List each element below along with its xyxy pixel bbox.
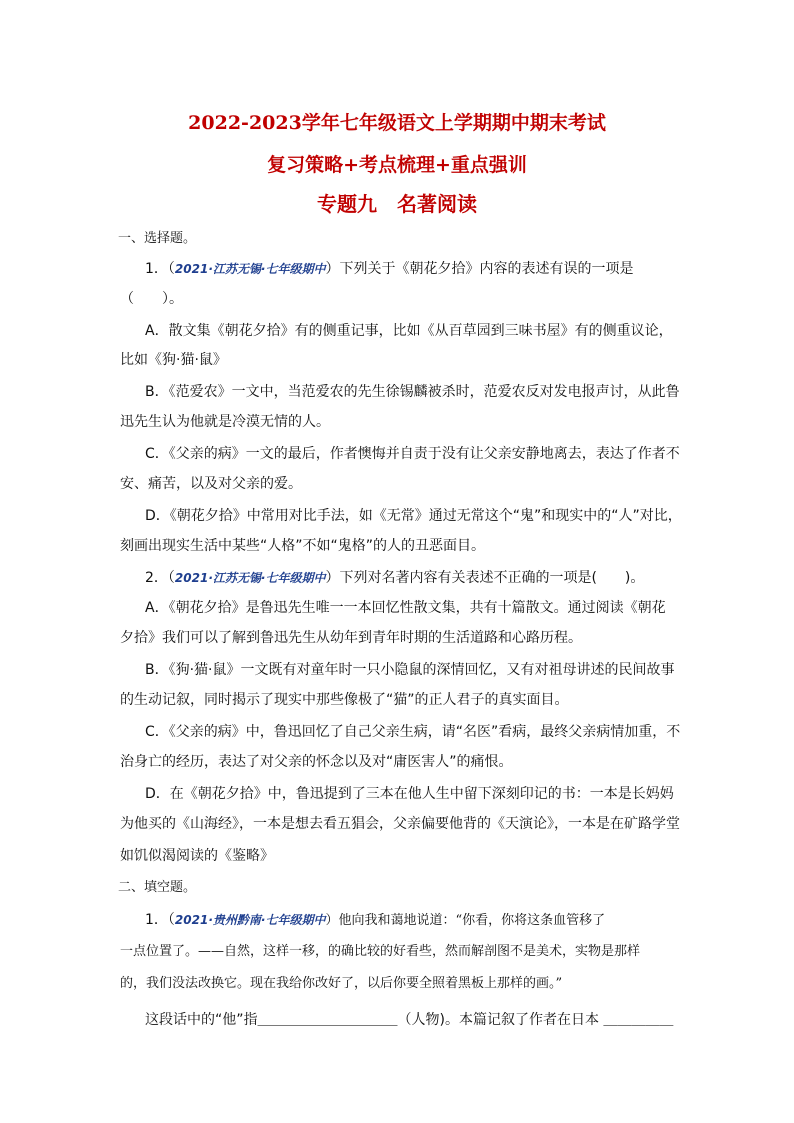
fill-question-1-stem [145, 910, 605, 931]
q2-option-c-line2: 治身亡的经历，表达了对父亲的怀念以及对“庸医害人”的痛恨。 [120, 754, 513, 770]
question-stem-text: ）下列关于《朝花夕拾》内容的表述有误的一项是 [325, 261, 634, 277]
question-1-stem [145, 259, 633, 279]
quote-text-line1: ）他向我和蔼地说道：“你看，你将这条血管移了 [325, 913, 606, 928]
q1-option-b-line2: 迅先生认为他就是冷漠无情的人。 [120, 414, 330, 430]
q2-option-b-line1: B．《狗·猫·鼠》一文既有对童年时一只小隐鼠的深情回忆，又有对祖母讲述的民间故事 [145, 662, 675, 678]
q2-option-d-line2: 为他买的《山海经》，一本是想去看五猖会，父亲偏要他背的《天演论》，一本是在矿路学堂 [120, 816, 680, 832]
q2-option-c-line1: C．《父亲的病》中，鲁迅回忆了自己父亲生病，请“名医”看病，最终父亲病情加重，不 [145, 724, 681, 740]
section-heading-fill: 二、填空题。 [118, 880, 197, 895]
question-source: 2021·江苏无锡·七年级期中 [174, 571, 326, 585]
question-source: 2021·江苏无锡·七年级期中 [174, 262, 326, 276]
section-heading-choice: 一、选择题。 [118, 231, 197, 246]
q2-option-d-line1: D．在《朝花夕拾》中，鲁迅提到了三本在他人生中留下深刻印记的书：一本是长妈妈 [145, 786, 674, 802]
quote-text-line3: 的，我们没法改换它。现在我给你改好了，以后你要全照着黑板上那样的画。” [120, 976, 563, 991]
q1-option-d-line1: D．《朝花夕拾》中常用对比手法，如《无常》通过无常这个“鬼”和现实中的“人”对比， [145, 508, 682, 524]
doc-title-line1: 2022-2023学年七年级语文上学期期中期末考试 [188, 112, 606, 134]
question-stem-text: ）下列对名著内容有关表述不正确的一项是( )。 [325, 570, 645, 586]
question-1-blank: （ ）。 [120, 291, 183, 307]
doc-title-line2: 复习策略+考点梳理+重点强训 [267, 154, 527, 176]
question-number: 2．（ [145, 570, 175, 586]
q2-option-d-line3: 如饥似渴阅读的《鉴略》 [120, 848, 274, 864]
fill-blank-line: 这段话中的“他”指＿＿＿＿＿＿＿＿＿＿（人物)。本篇记叙了作者在日本 ＿＿＿＿＿ [145, 1012, 674, 1028]
question-number: 1．（ [145, 261, 175, 277]
q2-option-a-line2: 夕拾》我们可以了解到鲁迅先生从幼年到青年时期的生活道路和心路历程。 [120, 630, 582, 646]
q1-option-a-line2: 比如《狗·猫·鼠》 [120, 352, 227, 368]
q1-option-c-line2: 安、痛苦，以及对父亲的爱。 [120, 476, 302, 492]
q1-option-b-line1: B．《范爱农》一文中，当范爱农的先生徐锡麟被杀时，范爱农反对发电报声讨，从此鲁 [145, 384, 680, 400]
question-number: 1．（ [145, 912, 175, 928]
doc-title-line3: 专题九 名著阅读 [317, 192, 477, 216]
q1-option-d-line2: 刻画出现实生活中某些“人格”不如“鬼格”的人的丑恶面目。 [120, 538, 486, 554]
question-2-stem [145, 568, 644, 588]
question-source: 2021·贵州黔南·七年级期中 [174, 913, 326, 927]
q1-option-c-line1: C．《父亲的病》一文的最后，作者懊悔并自责于没有让父亲安静地离去，表达了作者不 [145, 446, 680, 462]
q2-option-a-line1: A．《朝花夕拾》是鲁迅先生唯一一本回忆性散文集，共有十篇散文。通过阅读《朝花 [145, 600, 666, 616]
q1-option-a-line1: A．散文集《朝花夕拾》有的侧重记事，比如《从百草园到三味书屋》有的侧重议论， [145, 323, 673, 339]
quote-text-line2: 一点位置了。——自然，这样一移，的确比较的好看些，然而解剖图不是美术，实物是那样 [120, 944, 641, 959]
q2-option-b-line2: 的生动记叙，同时揭示了现实中那些像极了“猫”的正人君子的真实面目。 [120, 692, 569, 708]
